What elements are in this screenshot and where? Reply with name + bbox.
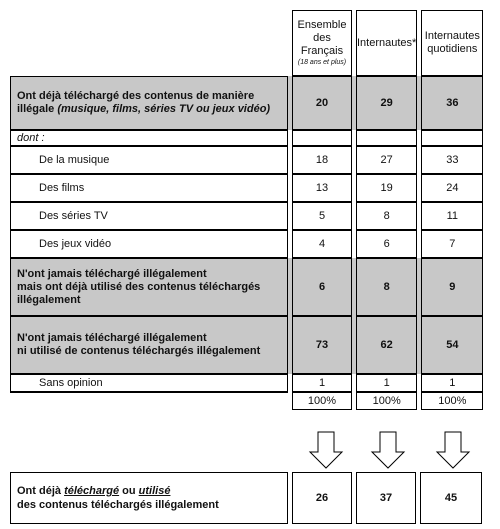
cell-value: 8	[356, 202, 417, 230]
header-internautes: Internautes*	[356, 10, 417, 76]
down-arrow-icon	[372, 432, 404, 468]
cell-value: 4	[292, 230, 352, 258]
row-label: Des films	[10, 174, 288, 202]
row-sans-opinion	[10, 374, 483, 392]
cell-value: 13	[292, 174, 352, 202]
row-label: Sans opinion	[10, 374, 288, 392]
cell-value: 8	[356, 258, 417, 316]
total-value: 100%	[421, 392, 483, 410]
down-arrow-icon	[437, 432, 469, 468]
summary-value: 26	[292, 472, 352, 524]
row-dont	[10, 130, 483, 146]
cell-value: 9	[421, 258, 483, 316]
cell-value: 5	[292, 202, 352, 230]
cell-value: 29	[356, 76, 417, 130]
row-never-label: N'ont jamais téléchargé illégalement ni utilisé de contenus téléchargés illégalement	[10, 316, 288, 374]
cell-value: 1	[356, 374, 417, 392]
dont-label: dont :	[10, 130, 288, 146]
cell-value: 1	[292, 374, 352, 392]
table-row	[10, 146, 483, 174]
cell-value: 62	[356, 316, 417, 374]
table-row	[10, 174, 483, 202]
results-table	[10, 10, 483, 410]
cell-value: 19	[356, 174, 417, 202]
summary-value: 45	[420, 472, 482, 524]
down-arrow-icon	[310, 432, 342, 468]
cell-value: 27	[356, 146, 417, 174]
cell-value: 33	[421, 146, 483, 174]
cell-value: 24	[421, 174, 483, 202]
row-label: De la musique	[10, 146, 288, 174]
cell-value: 6	[356, 230, 417, 258]
row-never	[10, 316, 483, 374]
header-note: (18 ans et plus)	[297, 59, 347, 66]
cell-value: 6	[292, 258, 352, 316]
row-label: Des jeux vidéo	[10, 230, 288, 258]
cell-value: 1	[421, 374, 483, 392]
total-value: 100%	[292, 392, 352, 410]
cell-value: 36	[421, 76, 483, 130]
row-used-label: N'ont jamais téléchargé illégalement mais ont déjà utilisé des contenus téléchargés illégalement	[10, 258, 288, 316]
cell-value: 54	[421, 316, 483, 374]
summary-label: Ont déjà téléchargé ou utilisé des contenus téléchargés illégalement	[10, 472, 288, 524]
cell-value: 73	[292, 316, 352, 374]
header-ensemble: Ensemble des Français (18 ans et plus)	[292, 10, 352, 76]
summary-table	[10, 472, 482, 524]
cell-value: 7	[421, 230, 483, 258]
row-illegal-label: Ont déjà téléchargé des contenus de manière illégale (musique, films, séries TV ou jeux vidéo)	[10, 76, 288, 130]
row-illegal-download	[10, 76, 483, 130]
table-row	[10, 202, 483, 230]
cell-value: 18	[292, 146, 352, 174]
row-totals	[10, 392, 483, 410]
summary-value: 37	[356, 472, 416, 524]
header-internautes-quotidiens: Internautes quotidiens	[421, 10, 483, 76]
table-row	[10, 230, 483, 258]
cell-value: 11	[421, 202, 483, 230]
summary-row	[10, 472, 482, 524]
header-row	[10, 10, 483, 76]
down-arrows	[0, 430, 500, 470]
cell-value: 20	[292, 76, 352, 130]
row-used-illegal-content	[10, 258, 483, 316]
total-value: 100%	[356, 392, 417, 410]
row-label: Des séries TV	[10, 202, 288, 230]
